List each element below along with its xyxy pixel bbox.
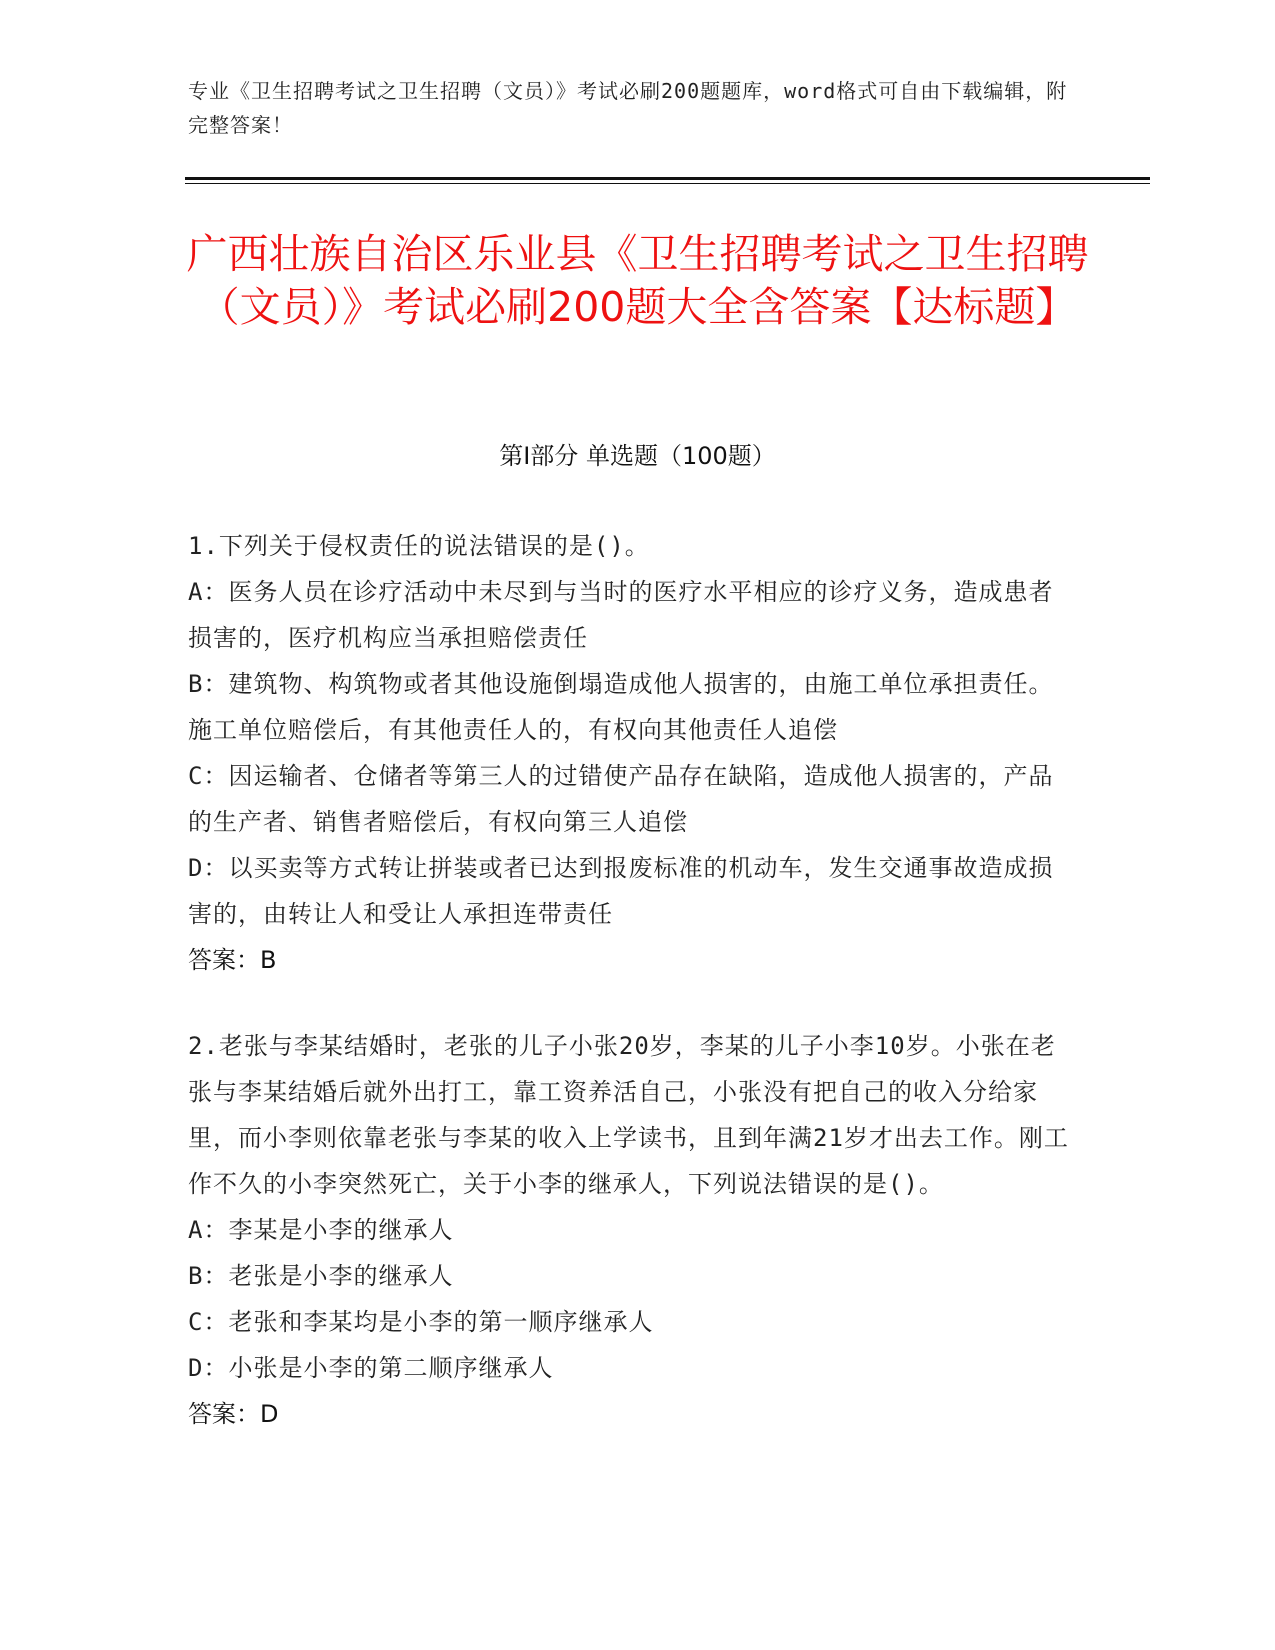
question-stem: 1.下列关于侵权责任的说法错误的是()。 <box>188 532 650 560</box>
option-b: B：建筑物、构筑物或者其他设施倒塌造成他人损害的，由施工单位承担责任。施工单位赔偿后，有其他责任人的，有权向其他责任人追偿 <box>188 670 1054 744</box>
header-note: 专业《卫生招聘考试之卫生招聘（文员）》考试必刷200题题库，word格式可自由下载编辑，附完整答案！ <box>188 79 1068 137</box>
question-1 <box>188 523 1073 983</box>
option-c: C：老张和李某均是小李的第一顺序继承人 <box>188 1308 654 1336</box>
option-d: D：小张是小李的第二顺序继承人 <box>188 1354 554 1382</box>
option-a: A：医务人员在诊疗活动中未尽到与当时的医疗水平相应的诊疗义务，造成患者损害的，医疗机构应当承担赔偿责任 <box>188 578 1054 652</box>
document-title: 广西壮族自治区乐业县《卫生招聘考试之卫生招聘（文员）》考试必刷200题大全含答案【达标题】 <box>186 230 1089 331</box>
header-divider-thick <box>185 177 1150 180</box>
answer-line: 答案：B <box>188 946 277 974</box>
answer-line: 答案：D <box>188 1400 279 1428</box>
header-divider-thin <box>185 183 1150 184</box>
option-a: A：李某是小李的继承人 <box>188 1216 454 1244</box>
option-c: C：因运输者、仓储者等第三人的过错使产品存在缺陷，造成他人损害的，产品的生产者、销售者赔偿后，有权向第三人追偿 <box>188 762 1054 836</box>
option-b: B：老张是小李的继承人 <box>188 1262 454 1290</box>
option-d: D：以买卖等方式转让拼装或者已达到报废标准的机动车，发生交通事故造成损害的，由转让人和受让人承担连带责任 <box>188 854 1054 928</box>
section-heading: 第Ⅰ部分 单选题（100题） <box>499 442 776 470</box>
question-2 <box>188 1023 1073 1437</box>
question-stem: 2.老张与李某结婚时，老张的儿子小张20岁，李某的儿子小李10岁。小张在老张与李某结婚后就外出打工，靠工资养活自己，小张没有把自己的收入分给家里，而小李则依靠老张与李某的收入上学读书，且到年满21岁才出去工作。刚工作不久的小李突然死亡，关于小李的继承人，下列说法错误的是()。 <box>188 1032 1069 1198</box>
